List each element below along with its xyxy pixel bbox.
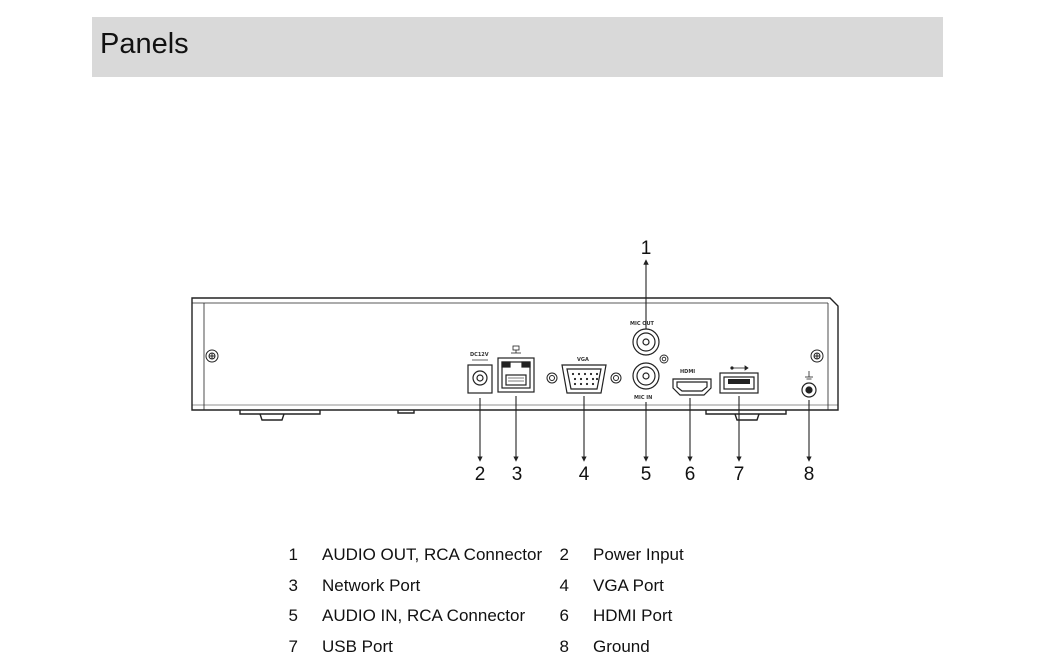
hdmi-label: HDMI (680, 369, 696, 375)
legend-num: 3 (288, 576, 298, 595)
network-port (498, 358, 534, 392)
vga-port (562, 365, 606, 393)
callout-lines (480, 262, 809, 459)
mic-in-port (633, 363, 659, 389)
callout-2: 2 (474, 464, 486, 485)
screw-right-icon (811, 350, 823, 362)
power-input-port (468, 365, 492, 393)
legend-label: AUDIO IN, RCA Connector (322, 606, 526, 625)
hdmi-port (673, 379, 711, 395)
legend-num: 1 (288, 545, 298, 564)
callout-1: 1 (640, 238, 652, 259)
mic-out-label: MIC OUT (630, 321, 654, 327)
callout-3: 3 (511, 464, 523, 485)
legend-label: Ground (593, 637, 650, 656)
legend-label: Power Input (593, 545, 684, 564)
callout-5: 5 (640, 464, 652, 485)
usb-icon (731, 366, 748, 370)
legend-label: HDMI Port (593, 606, 673, 625)
legend-num: 2 (559, 545, 569, 564)
callout-8: 8 (803, 464, 815, 485)
section-title: Panels (100, 28, 189, 60)
vga-label: VGA (577, 357, 589, 363)
mic-in-label: MIC IN (634, 395, 653, 401)
network-icon (511, 346, 521, 353)
dc-label: DC12V (470, 352, 489, 358)
vga-screw-right-icon (611, 373, 621, 383)
usb-port (720, 373, 758, 393)
ground-terminal (802, 383, 816, 397)
rca-screw-icon (660, 355, 668, 363)
legend-label: AUDIO OUT, RCA Connector (322, 545, 543, 564)
legend-num: 8 (559, 637, 569, 656)
vga-screw-left-icon (547, 373, 557, 383)
legend-num: 7 (288, 637, 298, 656)
legend-label: USB Port (322, 637, 393, 656)
ground-icon (805, 371, 813, 379)
legend-num: 4 (559, 576, 569, 595)
mic-out-port (633, 329, 659, 355)
callout-6: 6 (684, 464, 696, 485)
legend-label: Network Port (322, 576, 421, 595)
callout-4: 4 (578, 464, 590, 485)
legend-label: VGA Port (593, 576, 664, 595)
legend-num: 6 (559, 606, 569, 625)
legend-num: 5 (288, 606, 298, 625)
callout-7: 7 (733, 464, 745, 485)
device-chassis (192, 298, 838, 420)
screw-left-icon (206, 350, 218, 362)
